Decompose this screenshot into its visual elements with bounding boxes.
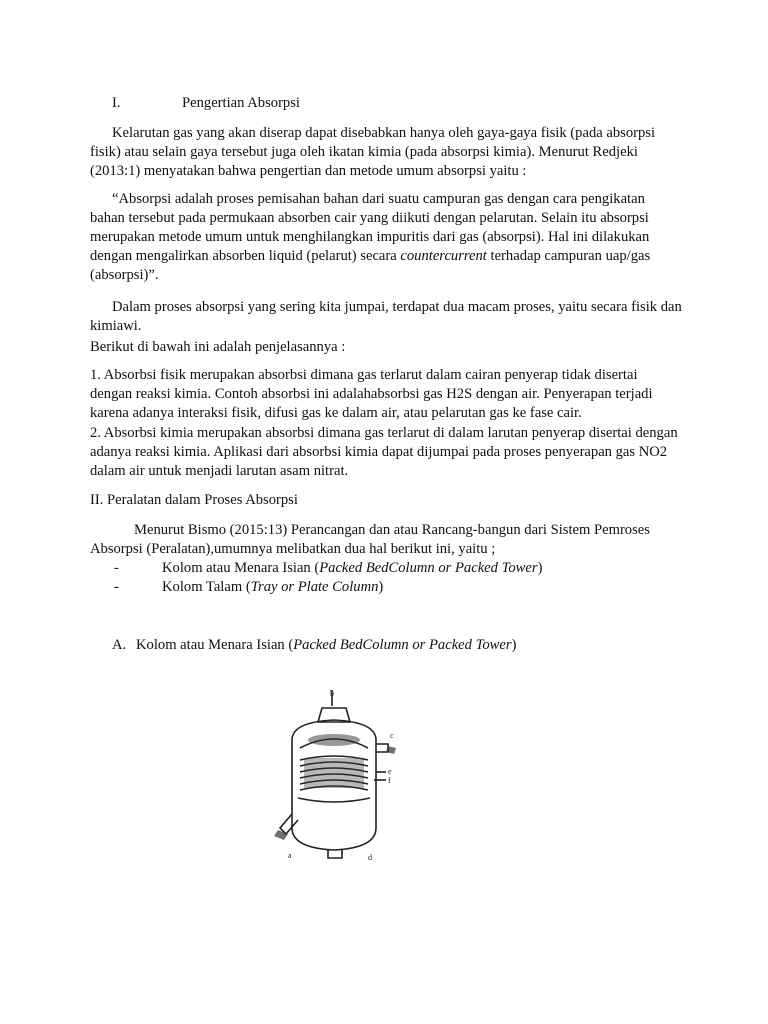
quote-redjeki [90,190,682,285]
quote-text-after: terhadap campuran uap/gas (absorpsi)”. [90,248,651,283]
label-b: b [330,689,334,698]
quote-text-before: “Absorpsi adalah proses pemisahan bahan dari suatu campuran gas dengan cara pengikatan bahan tersebut pada permukaan absorben cair yang diikuti dengan pelarutan. Selain itu absorpsi merupakan metode umum untuk menghilangkan impuritis dari gas (absorpsi). Hal ini dilakukan dengan mengalirkan absorben liquid (pelarut) secara [90,191,650,264]
label-a: a [288,851,292,860]
paragraph-penjelasan: Berikut di bawah ini adalah penjelasannya : [90,339,346,355]
intro-line-1: Menurut Bismo (2015:13) Perancangan dan atau Rancang-bangun dari Sistem Pemroses [134,522,650,538]
list-item-absorbsi-kimia: 2. Absorbsi kimia merupakan absorbsi dimana gas terlarut di dalam larutan penyerap disertai dengan adanya reaksi kimia. Aplikasi dari absorbsi kimia dapat dijumpai pada proses penyerapan gas NO2 dalam air untuk menjadi larutan asam nitrat. [90,425,678,479]
quote-italic-term: countercurrent [400,248,487,264]
bullet-packed-tower: - Kolom atau Menara Isian (Packed BedColumn or Packed Tower) [114,560,543,576]
section-1-title: Pengertian Absorpsi [182,95,300,111]
paragraph-dua-macam: Dalam proses absorpsi yang sering kita jumpai, terdapat dua macam proses, yaitu secara fisik dan kimiawi. [90,299,682,334]
packed-tower-figure [270,688,408,864]
bullet-plate-column: - Kolom Talam (Tray or Plate Column) [114,579,384,595]
left-gas-inlet [280,814,298,834]
label-c: c [390,731,394,740]
section-2-intro [90,521,682,597]
paragraph-kelarutan: Kelarutan gas yang akan diserap dapat disebabkan hanya oleh gaya-gaya fisik (pada absorpsi fisik) atau selain gaya tersebut juga oleh ikatan kimia (pada absorpsi kimia). Menurut Redjeki (2013:1) menyatakan bahwa pengertian dan metode umum absorpsi yaitu : [90,125,656,179]
intro-line-2: Absorpsi (Peralatan),umumnya melibatkan dua hal berikut ini, yaitu ; [90,541,496,557]
label-f: f [388,776,391,785]
subsection-a-label: A. [112,637,127,653]
section-1-heading [90,94,682,113]
label-e: e [388,767,392,776]
bottom-outlet [328,850,342,858]
subsection-a-heading: A. Kolom atau Menara Isian (Packed BedColumn or Packed Tower) [112,637,517,653]
section-1-number: I. [112,95,121,111]
label-d: d [368,853,372,862]
list-item-absorbsi-fisik: 1. Absorbsi fisik merupakan absorbsi dimana gas terlarut dalam cairan penyerap tidak disertai dengan reaksi kimia. Contoh absorbsi ini adalahabsorbsi gas H2S dengan air. Penyerapan terjadi karena adanya interaksi fisik, difusi gas ke dalam air, atau pelarutan gas ke fase cair. [90,367,653,421]
section-2-heading: II. Peralatan dalam Proses Absorpsi [90,492,298,508]
right-inlet [376,744,388,752]
